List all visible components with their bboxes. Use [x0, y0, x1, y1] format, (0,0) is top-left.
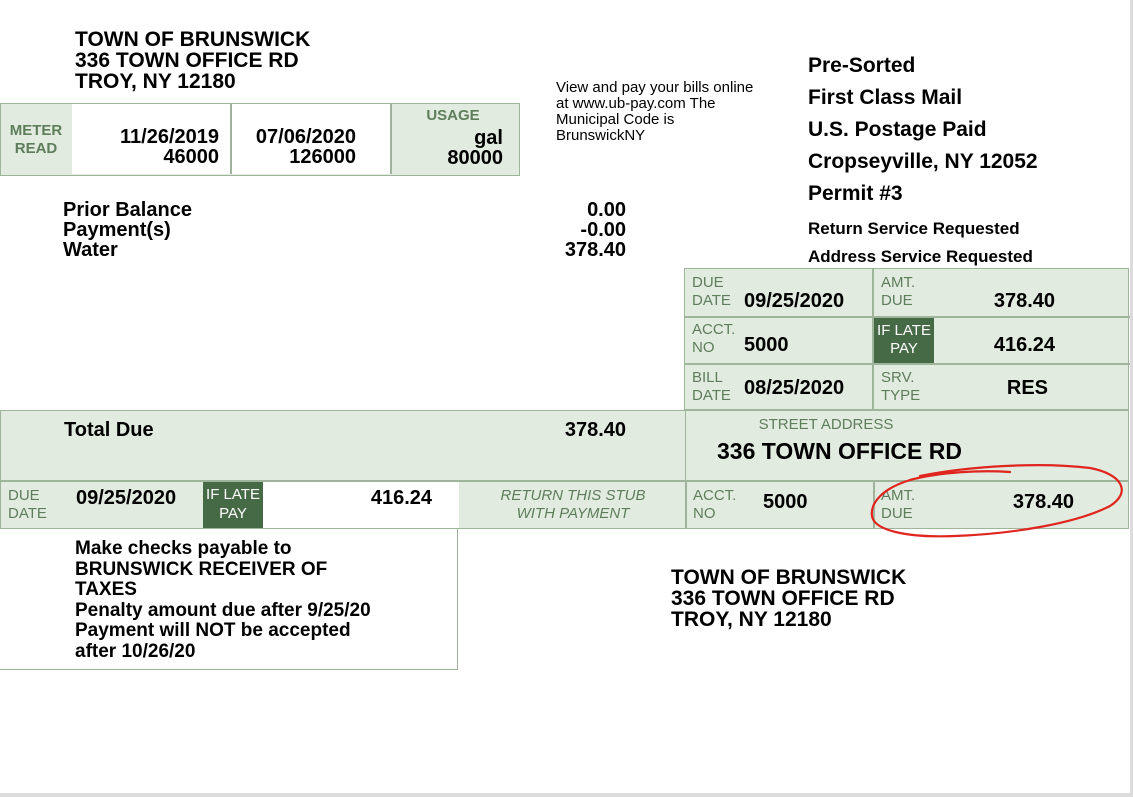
- meter-curr-reading: 126000: [289, 146, 356, 168]
- srv-type-label: [881, 369, 920, 405]
- postage-line2: First Class Mail: [808, 86, 963, 109]
- meter-label-line1: METER: [9, 122, 63, 139]
- online-note-line1: View and pay your bills online: [556, 79, 754, 96]
- amt-due-value: 378.40: [993, 290, 1055, 312]
- acct-no-value: 5000: [744, 334, 789, 356]
- srv-type-value: RES: [1006, 377, 1048, 399]
- postage-line1: Pre-Sorted: [808, 54, 916, 77]
- postage-line3: U.S. Postage Paid: [808, 118, 987, 141]
- meter-curr-cell: [232, 104, 390, 174]
- payment-instructions-box: [0, 529, 458, 670]
- stub-acct-label-line2: NO: [693, 505, 716, 522]
- instruction-line2: BRUNSWICK RECEIVER OF: [75, 558, 328, 580]
- stub-late-label-line1: IF LATE: [206, 486, 260, 503]
- stub-acct-no-value: 5000: [763, 491, 808, 513]
- sender-address: [75, 29, 310, 92]
- remit-address: [671, 567, 906, 630]
- stub-amt-label-line2: DUE: [881, 505, 913, 522]
- account-info-box: [684, 268, 1129, 410]
- stub-if-late-pay-label: [203, 482, 263, 528]
- sender-street: 336 TOWN OFFICE RD: [75, 49, 299, 72]
- return-stub-note: [463, 487, 683, 523]
- amt-due-label: [881, 274, 915, 310]
- stub-late-label-line2: PAY: [219, 505, 247, 522]
- charge-amount-water: 378.40: [564, 239, 626, 261]
- charge-label-prior-balance: Prior Balance: [63, 199, 192, 221]
- charge-amount-prior-balance: 0.00: [587, 199, 626, 221]
- red-circle-annotation: [860, 458, 1130, 542]
- meter-curr-date: 07/06/2020: [255, 126, 356, 148]
- postage-line5: Permit #3: [808, 182, 903, 205]
- srv-label-line2: TYPE: [881, 387, 921, 404]
- online-payment-note: [556, 80, 781, 144]
- return-stub-line1: RETURN THIS STUB: [500, 487, 646, 504]
- due-label-line2: DATE: [692, 292, 731, 309]
- sender-name: TOWN OF BRUNSWICK: [75, 28, 311, 51]
- charge-amounts: [565, 200, 626, 260]
- online-note-line3: Municipal Code is: [556, 111, 675, 128]
- total-due-label: Total Due: [64, 419, 154, 441]
- meter-read-label: [1, 122, 71, 158]
- acct-no-label: [692, 321, 735, 357]
- stub-due-label-line1: DUE: [8, 487, 40, 504]
- stub-acct-label-line1: ACCT.: [693, 487, 737, 504]
- return-stub-line2: WITH PAYMENT: [516, 505, 630, 522]
- charge-label-payments: Payment(s): [63, 219, 171, 241]
- due-label-line1: DUE: [692, 274, 724, 291]
- instruction-line4: Penalty amount due after 9/25/20: [75, 599, 371, 621]
- amt-label-line2: DUE: [881, 292, 913, 309]
- bill-label-line2: DATE: [692, 387, 731, 404]
- meter-prev-values: [120, 127, 219, 167]
- bill-label-line1: BILL: [692, 369, 723, 386]
- meter-prev-cell: [72, 104, 231, 174]
- payment-instructions: [75, 539, 371, 662]
- due-date-label: [692, 274, 731, 310]
- stub-amt-due-value: 378.40: [1012, 491, 1074, 513]
- street-address-label: STREET ADDRESS: [758, 416, 894, 433]
- postage-line4: Cropseyville, NY 12052: [808, 150, 1038, 173]
- if-late-pay-label: [874, 318, 934, 363]
- meter-label-line2: READ: [14, 140, 58, 157]
- bill-date-value: 08/25/2020: [744, 377, 845, 399]
- service-requests: [808, 215, 1033, 271]
- online-note-line4: BrunswickNY: [556, 127, 646, 144]
- stub-due-date-value: 09/25/2020: [76, 487, 177, 509]
- late-amount-value: 416.24: [993, 334, 1055, 356]
- instruction-line1: Make checks payable to: [75, 538, 292, 559]
- remit-city: TROY, NY 12180: [671, 608, 832, 631]
- bill-date-label: [692, 369, 731, 405]
- acct-label-line1: ACCT.: [692, 321, 736, 338]
- postage-info: [808, 50, 1038, 210]
- stub-amt-label-line1: AMT.: [881, 487, 916, 504]
- stub-acct-no-label: [693, 487, 736, 523]
- meter-read-table: [0, 103, 520, 176]
- remit-name: TOWN OF BRUNSWICK: [671, 566, 907, 589]
- online-note-line2: at www.ub-pay.com The: [556, 95, 716, 112]
- acct-label-line2: NO: [692, 339, 715, 356]
- total-due-amount: 378.40: [564, 419, 626, 441]
- address-service-text: Address Service Requested: [808, 247, 1033, 266]
- usage-label: USAGE: [426, 107, 480, 124]
- stub-due-label-line2: DATE: [8, 505, 47, 522]
- usage-unit: gal: [474, 127, 503, 149]
- charge-labels: [63, 200, 192, 260]
- sender-city: TROY, NY 12180: [75, 70, 236, 93]
- usage-amount: 80000: [447, 147, 503, 169]
- return-service-text: Return Service Requested: [808, 219, 1020, 238]
- instruction-line5: Payment will NOT be accepted: [75, 620, 351, 641]
- stub-late-amount-cell: [263, 482, 459, 528]
- amt-label-line1: AMT.: [881, 274, 916, 291]
- stub-late-amount-value: 416.24: [370, 487, 432, 509]
- street-address-value: 336 TOWN OFFICE RD: [717, 438, 962, 464]
- instruction-line3: TAXES: [75, 579, 137, 600]
- remit-street: 336 TOWN OFFICE RD: [671, 587, 895, 610]
- charge-label-water: Water: [63, 239, 118, 261]
- srv-label-line1: SRV.: [881, 369, 915, 386]
- late-label-line2: PAY: [890, 340, 918, 357]
- instruction-line6: after 10/26/20: [75, 640, 196, 662]
- due-date-value: 09/25/2020: [744, 290, 845, 312]
- meter-prev-date: 11/26/2019: [120, 126, 219, 148]
- meter-curr-values: [256, 127, 356, 167]
- stub-due-date-label: [8, 487, 47, 523]
- usage-values: [447, 128, 503, 168]
- meter-prev-reading: 46000: [163, 146, 219, 168]
- charge-amount-payments: -0.00: [580, 219, 626, 241]
- late-label-line1: IF LATE: [877, 322, 931, 339]
